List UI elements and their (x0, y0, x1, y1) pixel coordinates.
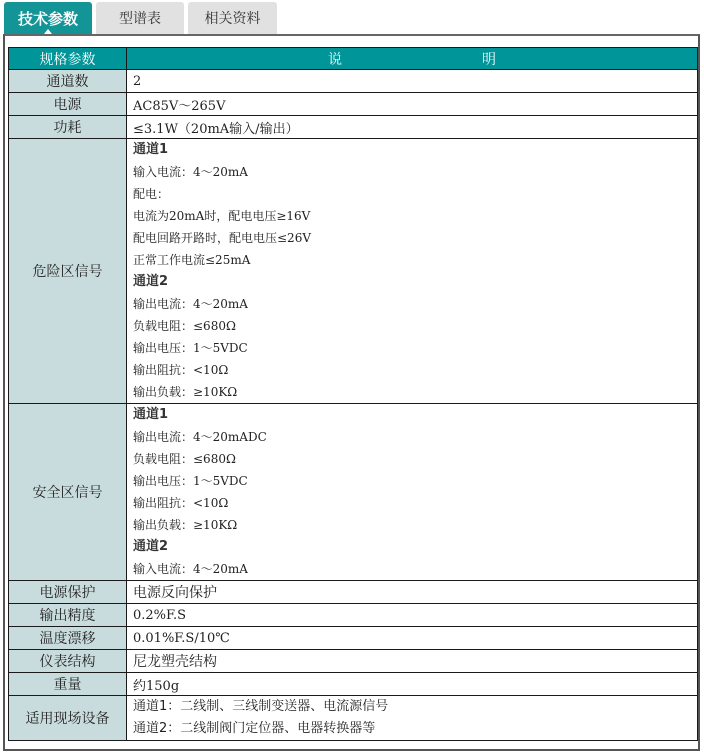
channel-heading: 通道2 (133, 274, 169, 289)
content-panel (3, 34, 700, 751)
row-label: 安全区信号 (9, 404, 127, 581)
spec-line: 电流为20mA时，配电电压≥16V (133, 209, 311, 223)
table-row (9, 627, 698, 650)
row-value: AC85V～265V (127, 93, 698, 116)
tab-label: 技术参数 (17, 9, 78, 28)
tab-tech-params[interactable] (4, 2, 92, 34)
table-row (9, 139, 698, 404)
spec-line: 输出负载：≥10KΩ (133, 518, 238, 532)
table-header-row (9, 48, 698, 70)
row-label: 电源 (9, 93, 127, 116)
row-value: 0.01%F.S/10℃ (127, 627, 698, 650)
tab-label: 型谱表 (119, 11, 161, 27)
tab-bar (4, 2, 277, 34)
header-param: 规格参数 (9, 48, 127, 70)
row-label: 仪表结构 (9, 650, 127, 673)
spec-table (8, 47, 698, 741)
table-row (9, 70, 698, 93)
row-value: 尼龙塑壳结构 (127, 650, 698, 673)
channel-heading: 通道1 (133, 407, 169, 422)
spec-line: 负载电阻：≤680Ω (133, 452, 236, 466)
spec-line: 配电回路开路时，配电电压≤26V (133, 231, 311, 245)
row-label: 重量 (9, 673, 127, 696)
tab-model-spectrum[interactable] (96, 2, 184, 34)
row-value: 0.2%F.S (127, 604, 698, 627)
spec-line: 通道2：二线制阀门定位器、电器转换器等 (133, 721, 376, 736)
row-value: 2 (127, 70, 698, 93)
row-value-multiline (127, 139, 698, 404)
table-row (9, 673, 698, 696)
spec-line: 输出电流：4～20mA (133, 297, 248, 311)
row-value: 约150g (127, 673, 698, 696)
spec-line: 负载电阻：≤680Ω (133, 319, 236, 333)
table-row (9, 650, 698, 673)
spec-line: 正常工作电流≤25mA (133, 253, 251, 267)
spec-line: 输出阻抗：<10Ω (133, 363, 229, 377)
row-value-multiline (127, 404, 698, 581)
row-label: 温度漂移 (9, 627, 127, 650)
row-value-multiline (127, 696, 698, 741)
header-desc-char-2: 明 (482, 51, 496, 68)
channel-heading: 通道2 (133, 539, 169, 554)
table-row (9, 93, 698, 116)
spec-line: 输出电压：1～5VDC (133, 341, 248, 355)
row-value: ≤3.1W（20mA输入/输出） (127, 116, 698, 139)
spec-line: 配电： (133, 187, 170, 201)
table-row (9, 581, 698, 604)
header-desc-char-1: 说 (328, 51, 342, 68)
row-label: 输出精度 (9, 604, 127, 627)
row-label: 通道数 (9, 70, 127, 93)
tab-label: 相关资料 (204, 11, 261, 27)
spec-line: 输出电压：1～5VDC (133, 474, 248, 488)
row-label: 适用现场设备 (9, 696, 127, 741)
header-description (127, 48, 698, 70)
table-row (9, 116, 698, 139)
spec-line: 输出负载：≥10KΩ (133, 385, 238, 399)
row-value: 电源反向保护 (127, 581, 698, 604)
table-row (9, 404, 698, 581)
table-row (9, 696, 698, 741)
table-row (9, 604, 698, 627)
row-label: 功耗 (9, 116, 127, 139)
spec-line: 输入电流：4～20mA (133, 562, 248, 576)
spec-line: 输出阻抗：<10Ω (133, 496, 229, 510)
spec-line: 输入电流：4～20mA (133, 165, 248, 179)
spec-line: 通道1：二线制、三线制变送器、电流源信号 (133, 699, 389, 714)
channel-heading: 通道1 (133, 142, 169, 157)
row-label: 电源保护 (9, 581, 127, 604)
tab-related-docs[interactable] (188, 2, 277, 34)
spec-line: 输出电流：4～20mADC (133, 430, 267, 444)
row-label: 危险区信号 (9, 139, 127, 404)
